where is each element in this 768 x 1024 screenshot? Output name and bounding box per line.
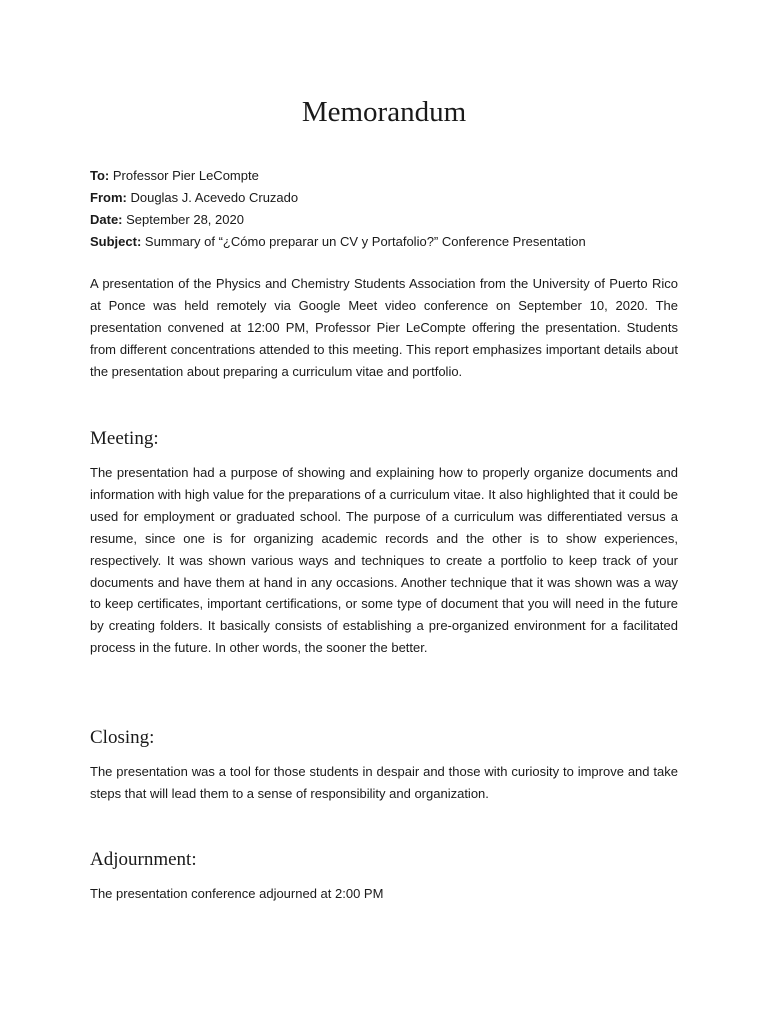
- from-value: Douglas J. Acevedo Cruzado: [130, 190, 299, 205]
- closing-paragraph: The presentation was a tool for those students in despair and those with curiosity to improve and take steps that will lead them to a sense of responsibility and organization.: [90, 764, 678, 801]
- subject-label: Subject:: [90, 234, 142, 249]
- memo-header: [90, 165, 678, 253]
- adjournment-paragraph: The presentation conference adjourned at 2:00 PM: [90, 886, 384, 901]
- intro-paragraph: A presentation of the Physics and Chemistry Students Association from the University of Puerto Rico at Ponce was held remotely via Google Meet video conference on September 10, 2020. The presentation convened at 12:00 PM, Professor Pier LeCompte offering the presentation. Students from different concentrations attended to this meeting. This report emphasizes important details about the presentation about preparing a curriculum vitae and portfolio.: [90, 276, 678, 379]
- date-line: [90, 209, 678, 231]
- to-line: [90, 165, 678, 187]
- memo-title: Memorandum: [301, 96, 467, 128]
- date-value: September 28, 2020: [126, 212, 244, 227]
- to-label: To:: [90, 168, 110, 183]
- from-label: From:: [90, 190, 127, 205]
- meeting-heading: Meeting:: [90, 428, 159, 449]
- subject-line: [90, 231, 678, 253]
- adjournment-heading: Adjournment:: [90, 849, 197, 870]
- meeting-paragraph: The presentation had a purpose of showing and explaining how to properly organize documents and information with high value for the preparations of a curriculum vitae. It also highlighted that it could be used for employment or graduated school. The purpose of a curriculum was differentiated versus a resume, since one is for organizing academic records and the other is to show experiences, respectively. It was shown various ways and techniques to create a portfolio to keep track of your documents and have them at hand in any occasions. Another technique that it was shown was a way to keep certificates, important certifications, or some type of document that you will need in the future by creating folders. It basically consists of establishing a pre-organized environment for a facilitated process in the future. In other words, the sooner the better.: [90, 465, 678, 656]
- subject-value: Summary of “¿Cómo preparar un CV y Portafolio?” Conference Presentation: [144, 234, 586, 249]
- date-label: Date:: [90, 212, 123, 227]
- from-line: [90, 187, 678, 209]
- closing-heading: Closing:: [90, 727, 155, 748]
- to-value: Professor Pier LeCompte: [112, 168, 259, 183]
